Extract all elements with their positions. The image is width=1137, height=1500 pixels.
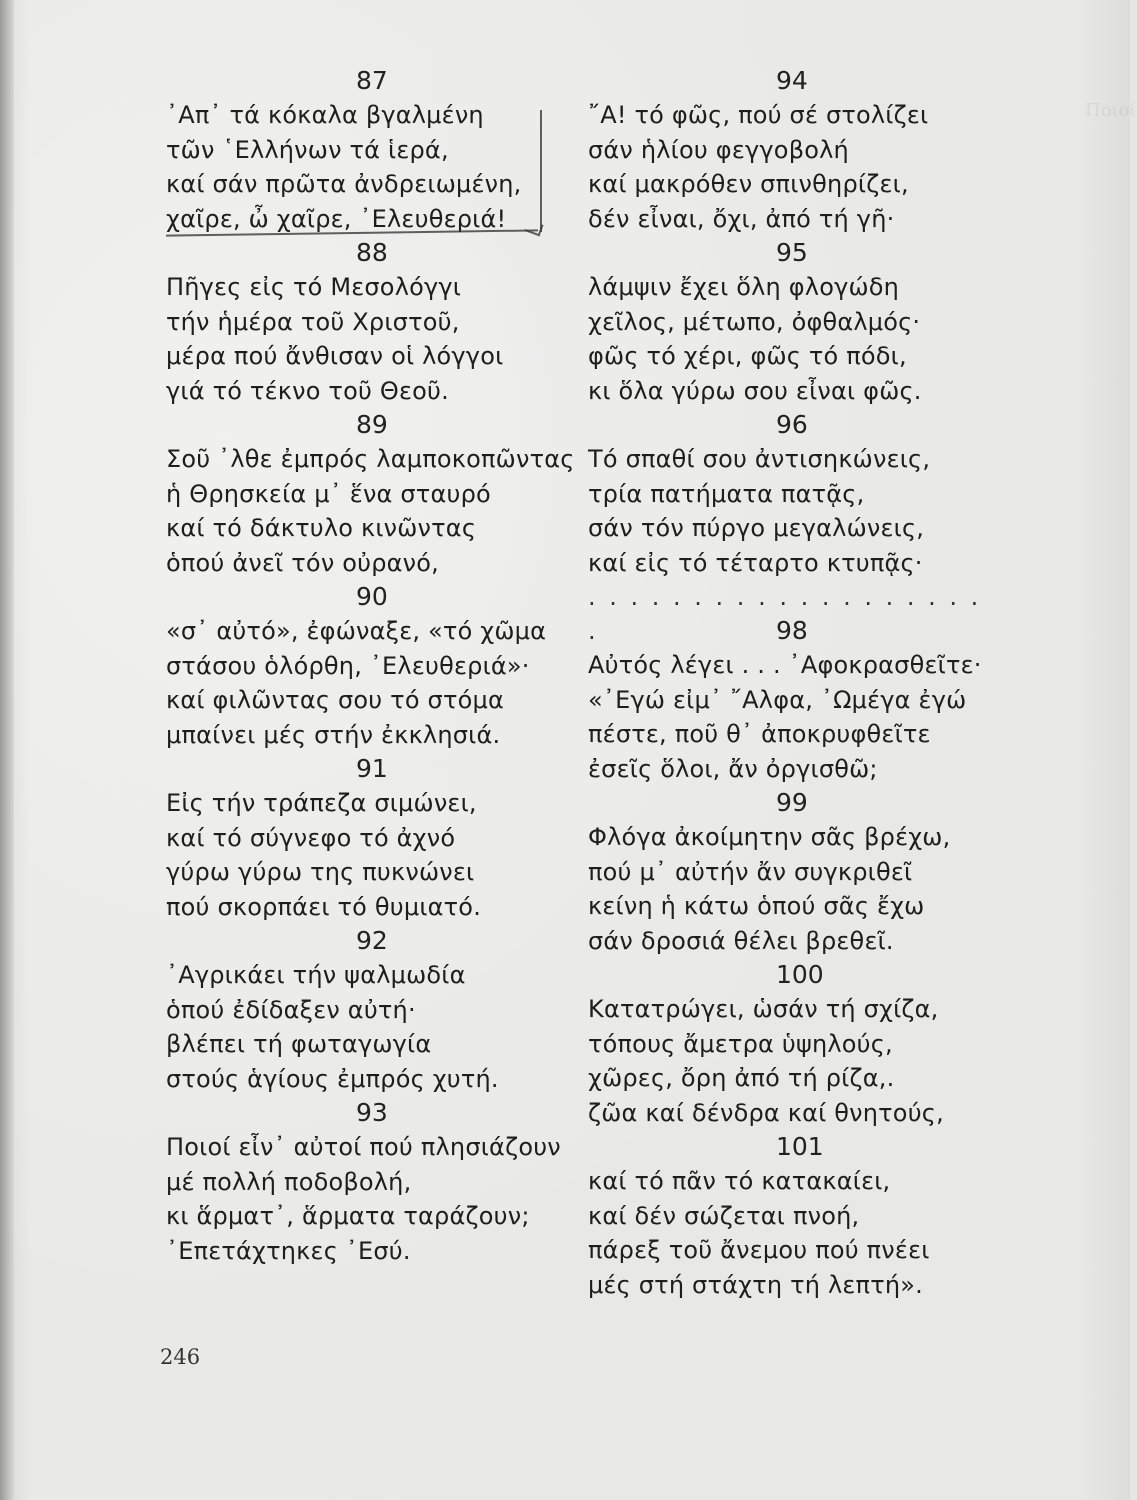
stanza-96 xyxy=(580,408,1000,580)
verse-line: μέρα πού ἄνθισαν οἱ λόγγοι xyxy=(166,342,504,370)
verse-line: ῎Α! τό φῶς, πού σέ στολίζει xyxy=(588,101,929,129)
stanza-95 xyxy=(580,236,1000,408)
verse-line: τῶν ῾Ελλήνων τά ἱερά, xyxy=(166,135,449,164)
verse-line: κι ἅρματ᾿, ἅρματα ταράζουν; xyxy=(166,1202,530,1230)
stanza-87 xyxy=(160,64,580,236)
stanza-number: 99 xyxy=(776,788,808,817)
verse-line: ᾿Απ᾿ τά κόκαλα βγαλμένη xyxy=(166,101,484,129)
verse-line: Τό σπαθί σου ἀντισηκώνεις, xyxy=(588,445,931,473)
stanza-91 xyxy=(160,752,580,924)
stanza-88 xyxy=(160,236,580,408)
verse-line: καί τό δάκτυλο κινῶντας xyxy=(166,514,477,542)
verse-line: κι ὅλα γύρω σου εἶναι φῶς. xyxy=(588,376,922,405)
verse-line: κείνη ἡ κάτω ὁπού σᾶς ἔχω xyxy=(588,892,925,920)
verse-line: ἡ Θρησκεία μ᾿ ἕνα σταυρό xyxy=(166,479,491,508)
verse-line: ὁπού ἀνεῖ τόν οὐρανό, xyxy=(166,548,439,577)
verse-line: φῶς τό χέρι, φῶς τό πόδι, xyxy=(588,342,907,370)
stanza-93 xyxy=(160,1096,580,1268)
verse-line: γύρω γύρω της πυκνώνει xyxy=(166,858,475,886)
stanza-89 xyxy=(160,408,580,580)
verse-line: βλέπει τή φωταγωγία xyxy=(166,1030,432,1058)
verse-line: στούς ἁγίους ἐμπρός χυτή. xyxy=(166,1064,499,1093)
verse-line: μέ πολλή ποδοβολή, xyxy=(166,1167,412,1196)
verse-line: Πῆγες εἰς τό Μεσολόγγι xyxy=(166,273,462,301)
stanza-number: 100 xyxy=(776,960,824,989)
stanza-number: 89 xyxy=(356,410,388,439)
stanza-98 xyxy=(580,614,1000,786)
verse-line: σάν τόν πύργο μεγαλώνεις, xyxy=(588,514,925,542)
verse-line: πέστε, ποῦ θ᾿ ἀποκρυφθεῖτε xyxy=(588,720,931,748)
verse-line: τήν ἡμέρα τοῦ Χριστοῦ, xyxy=(166,307,460,336)
stanza-100 xyxy=(580,958,1000,1130)
verse-line: δέν εἶναι, ὄχι, ἀπό τή γῆ· xyxy=(588,204,895,233)
verse-line: Φλόγα ἀκοίμητην σᾶς βρέχω, xyxy=(588,823,951,851)
stanza-99 xyxy=(580,786,1000,958)
stanza-90 xyxy=(160,580,580,752)
verse-line: χῶρες, ὄρη ἀπό τή ρίζα,. xyxy=(588,1064,895,1092)
verse-line: καί τό πᾶν τό κατακαίει, xyxy=(588,1167,891,1195)
verse-line: μές στή στάχτη τή λεπτή». xyxy=(588,1270,923,1299)
verse-line: γιά τό τέκνο τοῦ Θεοῦ. xyxy=(166,376,449,405)
stanza-92 xyxy=(160,924,580,1096)
verse-line: Κατατρώγει, ὡσάν τή σχίζα, xyxy=(588,995,939,1023)
stanza-number: 92 xyxy=(356,926,388,955)
left-column xyxy=(160,64,580,1268)
verse-line: Εἰς τήν τράπεζα σιμώνει, xyxy=(166,789,477,817)
verse-line: καί μακρόθεν σπινθηρίζει, xyxy=(588,170,909,198)
stanza-number: 93 xyxy=(356,1098,388,1127)
verse-line: ζῶα καί δένδρα καί θνητούς, xyxy=(588,1098,944,1127)
verse-line: καί τό σύγνεφο τό ἀχνό xyxy=(166,823,456,852)
verse-line: Αὐτός λέγει . . . ᾿Αφοκρασθεῖτε· xyxy=(588,651,982,679)
stanza-94 xyxy=(580,64,1000,236)
verse-line: ὁπού ἐδίδαξεν αὐτή· xyxy=(166,995,416,1024)
stanza-number: 95 xyxy=(776,238,808,267)
verse-line: τρία πατήματα πατᾷς, xyxy=(588,479,865,508)
stanza-number: 96 xyxy=(776,410,808,439)
stanza-101 xyxy=(580,1130,1000,1302)
verse-line: καί εἰς τό τέταρτο κτυπᾷς· xyxy=(588,548,923,577)
stanza-number: 90 xyxy=(356,582,388,611)
verse-line: στάσου ὁλόρθη, ᾿Ελευθεριά»· xyxy=(166,651,530,680)
page-number: 246 xyxy=(160,1345,201,1369)
verse-line: ᾿Αγρικάει τήν ψαλμωδία xyxy=(166,961,466,989)
verse-line: καί δέν σώζεται πνοή, xyxy=(588,1201,860,1230)
stanza-number: 91 xyxy=(356,754,388,783)
verse-line: καί σάν πρῶτα ἀνδρειωμένη, xyxy=(166,170,522,198)
verse-line: σάν δροσιά θέλει βρεθεῖ. xyxy=(588,926,894,955)
binding-edge xyxy=(0,0,14,1500)
verse-line: Ποιοί εἶν᾿ αὐτοί πού πλησιάζουν xyxy=(166,1133,561,1161)
right-column xyxy=(580,64,1000,1302)
verse-line: χαῖρε, ὦ χαῖρε, ᾿Ελευθεριά! xyxy=(166,204,507,233)
verse-line: πού μ᾿ αὐτήν ἄν συγκριθεῖ xyxy=(588,857,913,886)
verse-line: πού σκορπάει τό θυμιατό. xyxy=(166,892,482,921)
verse-line: τόπους ἄμετρα ὑψηλούς, xyxy=(588,1029,893,1058)
stanza-number: 87 xyxy=(356,66,388,95)
verse-line: «᾿Εγώ εἰμ᾿ ῎Αλφα, ᾿Ωμέγα ἐγώ xyxy=(588,685,967,714)
verse-line: ἐσεῖς ὅλοι, ἄν ὀργισθῶ; xyxy=(588,754,878,783)
verse-line: χεῖλος, μέτωπο, ὀφθαλμός· xyxy=(588,307,921,336)
stanza-number: 88 xyxy=(356,238,388,267)
verse-line: Σοῦ ᾿λθε ἐμπρός λαμποκοπῶντας xyxy=(166,445,575,473)
verse-line: λάμψιν ἔχει ὅλη φλογώδη xyxy=(588,273,900,301)
pencil-margin-line xyxy=(540,110,542,232)
verse-line: καί φιλῶντας σου τό στόμα xyxy=(166,686,504,714)
stanza-number: 98 xyxy=(776,616,808,645)
verse-line: «σ᾿ αὐτό», ἐφώναξε, «τό χῶμα xyxy=(166,617,547,645)
stanza-number: 94 xyxy=(776,66,808,95)
verse-line: πάρεξ τοῦ ἄνεμου πού πνέει xyxy=(588,1236,930,1264)
bleed-through: Ποιοί xyxy=(1085,100,1137,121)
verse-line: σάν ἡλίου φεγγοβολή xyxy=(588,135,849,164)
verse-line: ᾿Επετάχτηκες ᾿Εσύ. xyxy=(166,1236,411,1265)
verse-line: μπαίνει μές στήν ἐκκλησιά. xyxy=(166,720,501,749)
stanza-number: 101 xyxy=(776,1132,824,1161)
omission-dots: . . . . . . . . . . . . . . . . . . . . xyxy=(588,583,982,645)
